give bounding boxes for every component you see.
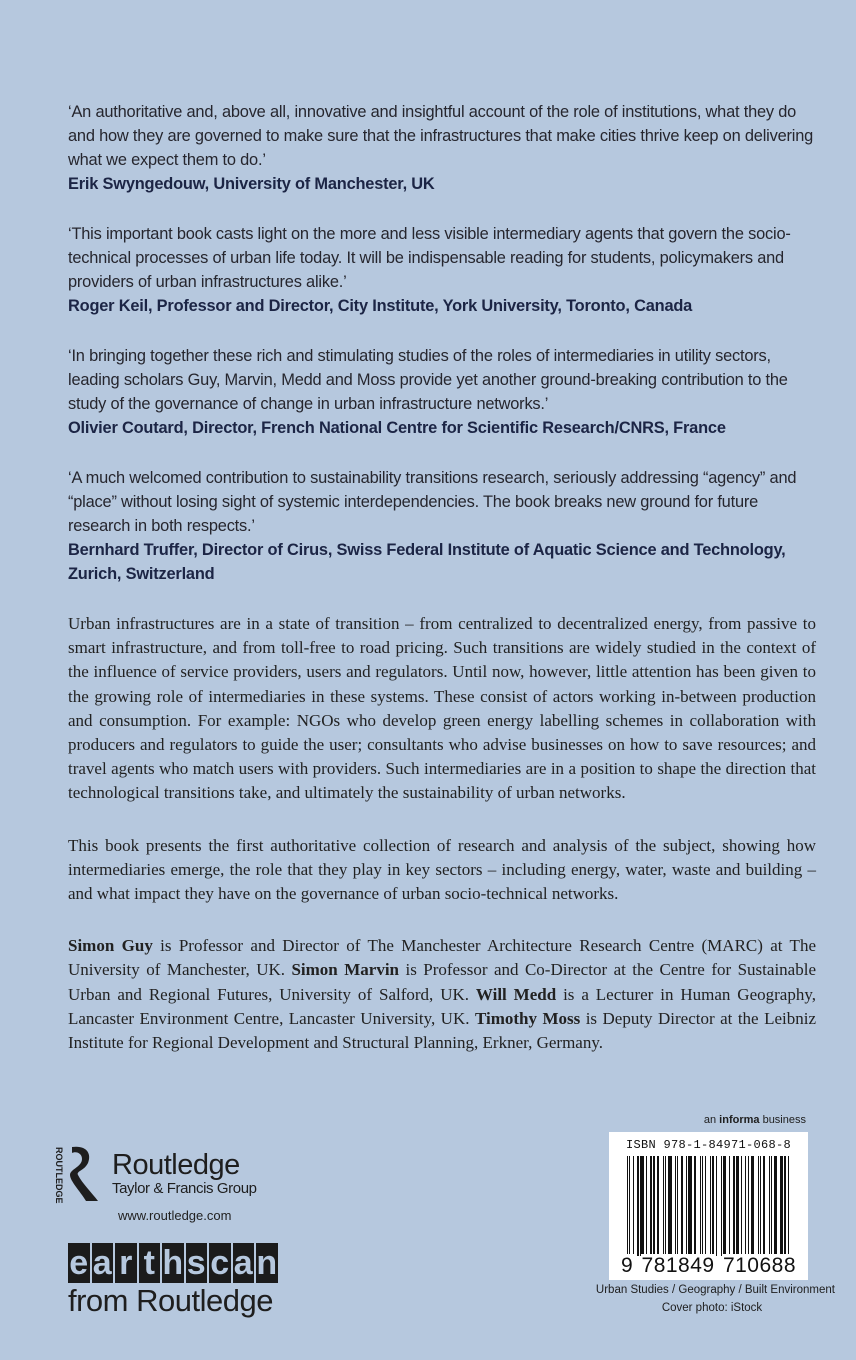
barcode-bar	[769, 1156, 770, 1256]
isbn-label: ISBN 978-1-84971-068-8	[625, 1138, 792, 1152]
author-name: Simon Guy	[68, 936, 153, 956]
imprint-from: from Routledge	[68, 1283, 273, 1318]
author-name: Simon Marvin	[291, 960, 399, 980]
subject-category: Urban Studies / Geography / Built Environment	[595, 1284, 835, 1296]
description-paragraph: This book presents the first authoritative collection of research and analysis of the subject, showing how intermediaries emerge, the role that they play in key sectors – including energy, water, waste and building – and what impact they have on the governance of urban socio-technical networks.	[68, 835, 816, 904]
barcode-bar	[640, 1156, 643, 1256]
barcode-digits	[609, 1254, 808, 1278]
barcode-bar	[741, 1156, 742, 1256]
author-name: Timothy Moss	[474, 1008, 581, 1028]
barcode-bar	[774, 1156, 776, 1256]
informa-brand: informa	[719, 1114, 760, 1126]
publisher-name: Routledge	[112, 1148, 240, 1181]
barcode-bar	[653, 1156, 655, 1256]
barcode-bar	[694, 1156, 696, 1256]
barcode-digit-first: 9	[620, 1254, 634, 1277]
logo-letter: s	[186, 1244, 206, 1282]
barcode-bar	[721, 1156, 722, 1256]
barcode-bar	[748, 1156, 749, 1256]
barcode-bar	[675, 1156, 676, 1256]
informa-suffix: business	[759, 1114, 806, 1126]
barcode-bar	[751, 1156, 754, 1256]
author-bio: is a Lecturer in Human Geography, Lancaster Environment Centre, Lancaster University, UK.	[68, 984, 816, 1028]
barcode-digits-right: 710688	[722, 1254, 797, 1277]
author-bio: is Professor and Director of The Manchester Architecture Research Centre (MARC) at The University of Manchester, UK.	[68, 936, 816, 980]
logo-letter: n	[256, 1244, 278, 1282]
author-bio: is Professor and Co-Director at the Centre for Sustainable Urban and Regional Futures, University of Salford, UK.	[68, 960, 816, 1004]
barcode-bar	[686, 1156, 687, 1256]
barcode-bar	[788, 1156, 789, 1256]
publisher-url[interactable]: www.routledge.com	[118, 1208, 232, 1223]
barcode-bar	[629, 1156, 630, 1264]
earthscan-wordmark	[68, 1243, 278, 1283]
barcode-bar	[633, 1156, 634, 1256]
barcode-bar	[771, 1156, 772, 1256]
author-bios	[68, 934, 816, 1055]
description-paragraph: Urban infrastructures are in a state of transition – from centralized to decentralized energy, from passive to smart infrastructure, and from toll-free to road pricing. Such transitions are widely studied in the context of the influence of service providers, users and regulators. Until now, however, little attention has been given to the growing role of intermediaries in these systems. These consist of actors working in-between production and consumption. For example: NGOs who develop green energy labelling schemes in collaboration with producers and regulators to guide the user; consultants who advise businesses on how to save resources; and travel agents who match users with providers. Such intermediaries are in a position to shape the direction that technological transitions take, and ultimately the sustainability of urban networks.	[68, 614, 816, 803]
barcode-bar	[723, 1156, 726, 1256]
barcode-bar	[705, 1156, 706, 1256]
endorsement-quote: ‘This important book casts light on the more and less visible intermediary agents that govern the socio-technical processes of urban life today. It will be indispensable reading for students, policymakers and providers of urban infrastructures alike.’	[68, 225, 791, 291]
barcode-bar	[736, 1156, 738, 1264]
endorsement-attribution: Erik Swyngedouw, University of Manchester, UK	[68, 175, 435, 193]
barcode-bar	[745, 1156, 746, 1256]
barcode-bar	[650, 1156, 651, 1256]
barcode-bar	[712, 1156, 714, 1256]
informa-tagline	[704, 1114, 806, 1126]
barcode-bar	[733, 1156, 735, 1264]
barcode-bar	[780, 1156, 783, 1256]
routledge-logo	[54, 1145, 257, 1204]
barcode-bar	[760, 1156, 761, 1256]
logo-letter: a	[92, 1244, 112, 1282]
barcode-bar	[688, 1156, 691, 1256]
logo-letter: e	[69, 1244, 89, 1282]
logo-letter: h	[162, 1244, 184, 1282]
isbn-barcode	[609, 1132, 808, 1280]
barcode-bars	[627, 1156, 792, 1256]
author-name: Will Medd	[475, 984, 557, 1004]
barcode-bar	[716, 1156, 717, 1256]
logo-letter: a	[233, 1244, 253, 1282]
routledge-r-icon	[54, 1145, 106, 1204]
cover-photo-credit: Cover photo: iStock	[661, 1302, 763, 1314]
publisher-group: Taylor & Francis Group	[112, 1179, 257, 1197]
earthscan-logo	[68, 1243, 278, 1319]
barcode-bar	[677, 1156, 678, 1256]
barcode-bar	[702, 1156, 703, 1256]
barcode-bar	[663, 1156, 664, 1256]
barcode-bar	[710, 1156, 711, 1256]
barcode-bar	[646, 1156, 647, 1256]
endorsement-quote: ‘An authoritative and, above all, innovative and insightful account of the role of institutions, what they do and how they are governed to make sure that the infrastructures that make cities thrive keep on delivering what we expect them to do.’	[68, 103, 814, 169]
barcode-bar	[637, 1156, 639, 1256]
endorsement-attribution: Roger Keil, Professor and Director, City Institute, York University, Toronto, Canada	[68, 297, 693, 315]
endorsement-quote: ‘In bringing together these rich and stimulating studies of the roles of intermediaries in utility sectors, leading scholars Guy, Marvin, Medd and Moss provide yet another ground-breaking contribution to the study of the governance of change in urban infrastructure networks.’	[68, 347, 788, 413]
barcode-bar	[729, 1156, 730, 1256]
barcode-bar	[681, 1156, 683, 1256]
svg-text:ROUTLEDGE: ROUTLEDGE	[54, 1147, 64, 1204]
barcode-bar	[784, 1156, 785, 1256]
logo-letter: r	[115, 1243, 137, 1283]
barcode-bar	[700, 1156, 701, 1256]
barcode-bar	[665, 1156, 666, 1256]
book-description	[68, 612, 816, 1083]
endorsement-attribution: Olivier Coutard, Director, French National Centre for Scientific Research/CNRS, France	[68, 419, 726, 437]
barcode-bar	[763, 1156, 765, 1256]
author-bio: is Deputy Director at the Leibniz Institute for Regional Development and Structural Planning, Erkner, Germany.	[68, 1008, 816, 1053]
barcode-bar	[758, 1156, 759, 1256]
logo-letter: c	[210, 1244, 230, 1282]
endorsement-attribution: Bernhard Truffer, Director of Cirus, Swiss Federal Institute of Aquatic Science and Technology, Zurich, Switzerland	[68, 541, 786, 583]
barcode-digits-left: 781849	[641, 1254, 715, 1277]
informa-prefix: an	[703, 1114, 720, 1126]
endorsements	[68, 100, 818, 612]
barcode-bar	[657, 1156, 659, 1256]
barcode-bar	[668, 1156, 671, 1256]
logo-letter: t	[139, 1243, 161, 1283]
endorsement-quote: ‘A much welcomed contribution to sustainability transitions research, seriously addressing “agency” and “place” without losing sight of systemic interdependencies. The book breaks new ground for future research in both respects.’	[68, 469, 797, 535]
barcode-bar	[627, 1156, 628, 1264]
